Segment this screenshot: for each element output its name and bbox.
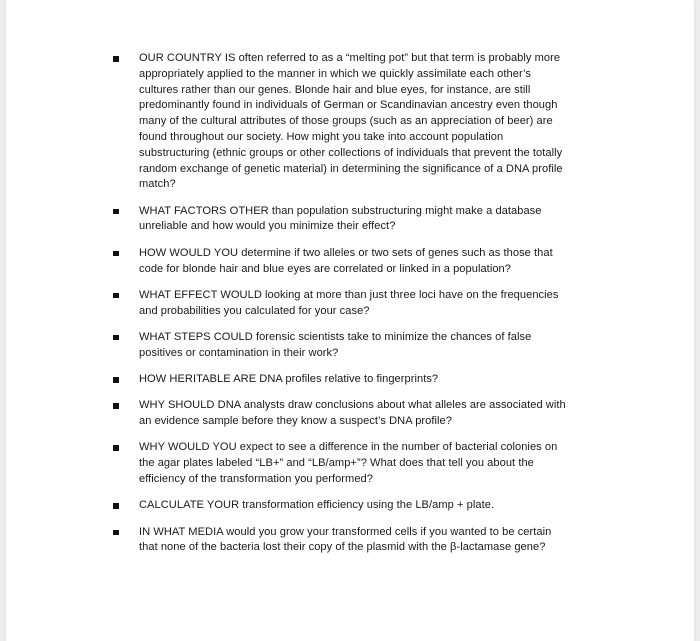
question-lead-in: WHY WOULD YOU [139, 441, 237, 454]
square-bullet-icon [113, 251, 119, 257]
question-text: would you grow your transformed cells if you wanted to be certain that none of the bacteria lost their copy of the plasmid with the β-lactamase gene? [139, 525, 552, 554]
question-text: determine if two alleles or two sets of genes such as those that code for blonde hair and blue eyes are correlated or linked in a population? [139, 246, 553, 275]
question-item [6, 288, 569, 320]
question-item [6, 398, 569, 430]
square-bullet-icon [113, 503, 119, 509]
square-bullet-icon [113, 56, 119, 62]
question-lead-in: WHAT EFFECT WOULD [139, 288, 262, 301]
question-lead-in: IN WHAT MEDIA [139, 525, 224, 538]
question-text: often referred to as a “melting pot” but that term is probably more appropriately applied to the manner in which we quickly assimilate each other’s cultures rather than our genes. Blonde hair and blue eyes, for instance, are still predominantly found in individuals of German or Scandinavian ancestry even though many of the cultural attributes of those groups (such as an appreciation of beer) are found throughout our society. How might you take into account population substructuring (ethnic groups or other collections of individuals that prevent the totally random exchange of genetic material) in determining the significance of a DNA profile match? [139, 52, 563, 191]
question-text: forensic scientists take to minimize the chances of false positives or contamination in their work? [139, 330, 532, 359]
square-bullet-icon [113, 377, 119, 383]
document-page [6, 0, 694, 641]
question-text: looking at more than just three loci have on the frequencies and probabilities you calculated for your case? [139, 288, 559, 317]
question-lead-in: HOW HERITABLE ARE [139, 373, 257, 386]
question-list [6, 51, 694, 567]
question-lead-in: WHAT FACTORS OTHER [139, 204, 269, 217]
question-lead-in: WHAT STEPS COULD [139, 330, 253, 343]
square-bullet-icon [113, 293, 119, 299]
question-item [6, 204, 569, 236]
question-text: DNA profiles relative to fingerprints? [256, 373, 439, 386]
square-bullet-icon [113, 335, 119, 341]
question-item [6, 51, 569, 193]
question-lead-in: WHY SHOULD DNA [139, 399, 241, 412]
question-item [6, 525, 569, 557]
question-text: analysts draw conclusions about what alleles are associated with an evidence sample before they know a suspect’s DNA profile? [139, 399, 566, 428]
question-text: transformation efficiency using the LB/amp + plate. [239, 499, 495, 512]
question-item [6, 372, 569, 388]
question-item [6, 440, 569, 487]
square-bullet-icon [113, 445, 119, 451]
square-bullet-icon [113, 209, 119, 215]
question-item [6, 330, 569, 362]
question-lead-in: OUR COUNTRY IS [139, 52, 236, 64]
question-text: than population substructuring might make a database unreliable and how would you minimize their effect? [139, 204, 542, 233]
question-text: expect to see a difference in the number of bacterial colonies on the agar plates labeled “LB+” and “LB/amp+”? What does that tell you about the efficiency of the transformation you performed? [139, 441, 558, 486]
square-bullet-icon [113, 530, 119, 536]
square-bullet-icon [113, 403, 119, 409]
question-lead-in: CALCULATE YOUR [139, 499, 240, 512]
question-item [6, 246, 569, 278]
question-item [6, 498, 569, 514]
question-lead-in: HOW WOULD YOU [139, 246, 239, 259]
